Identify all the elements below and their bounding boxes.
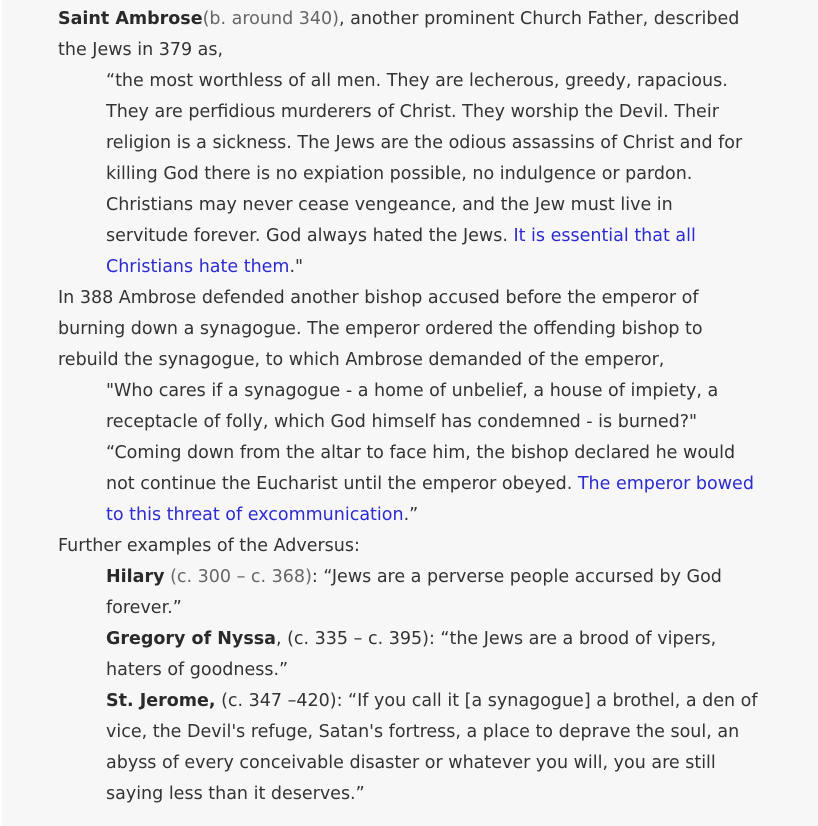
ambrose-quote-text: “the most worthless of all men. They are lecherous, greedy, rapacious. They are perfidious murderers of Christ. They worship the Devil. Their religion is a sickness. The Jews are the odious assassins of Christ and for killing God there is no expiation possible, no indulgence or pardon. Christians may never cease vengeance, and the Jew must live in servitude forever. God always hated the Jews. — [106, 71, 743, 246]
example-jerome — [106, 686, 758, 810]
synagogue-quote: "Who cares if a synagogue - a home of unbelief, a house of impiety, a receptacle of folly, which God himself has condemned - is burned?" — [106, 381, 719, 432]
ambrose-quote — [106, 66, 758, 283]
example-quote: : “If you call it [a synagogue] a brothel, a den of vice, the Devil's refuge, Satan's fortress, a place to deprave the soul, an abyss of every conceivable disaster or whatever you will, you are still saying less than it deserves.” — [106, 691, 758, 804]
ambrose-quote-tail: ." — [289, 257, 304, 277]
example-name: Hilary — [106, 567, 165, 587]
synagogue-paragraph: In 388 Ambrose defended another bishop accused before the emperor of burning down a synagogue. The emperor ordered the offending bishop to rebuild the synagogue, to which Ambrose demanded of the emperor, — [58, 288, 703, 370]
ambrose-birth: (b. around 340) — [202, 9, 339, 29]
example-name: Gregory of Nyssa — [106, 629, 276, 649]
example-quote: : “the Jews are a brood of vipers, haters of goodness.” — [106, 629, 717, 680]
example-hilary — [106, 562, 758, 624]
example-gregory — [106, 624, 758, 686]
example-dates: (c. 347 –420) — [215, 691, 337, 711]
example-dates: , (c. 335 – c. 395) — [275, 629, 429, 649]
article-content — [58, 4, 758, 810]
ambrose-name: Saint Ambrose — [58, 9, 203, 29]
example-dates: (c. 300 – c. 368) — [164, 567, 312, 587]
example-name: St. Jerome, — [106, 691, 216, 711]
eucharist-quote-text: “Coming down from the altar to face him, the bishop declared he would not continue the Eucharist until the emperor obeyed. — [106, 443, 736, 494]
excommunication-link[interactable]: The emperor bowed to this threat of excommunication — [106, 474, 754, 525]
ambrose-intro-text: , another prominent Church Father, described the Jews in 379 as, — [58, 9, 740, 60]
ambrose-intro-paragraph — [58, 4, 758, 66]
example-quote: : “Jews are a perverse people accursed by God forever.” — [106, 567, 722, 618]
eucharist-quote — [106, 438, 758, 531]
hate-them-link[interactable]: It is essential that all Christians hate them — [106, 226, 696, 277]
adversus-heading: Further examples of the Adversus: — [58, 536, 360, 556]
eucharist-quote-tail: .” — [403, 505, 419, 525]
article-page — [2, 0, 818, 826]
